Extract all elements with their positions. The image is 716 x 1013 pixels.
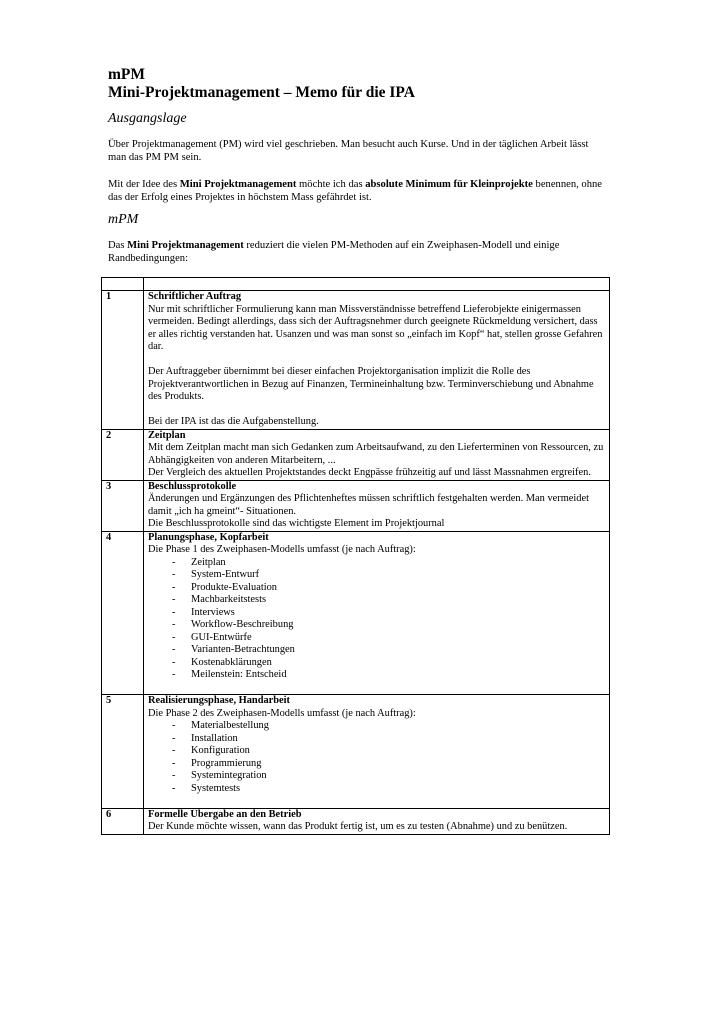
list-item-text: Produkte-Evaluation — [191, 581, 277, 593]
list-item — [172, 644, 605, 657]
list-item — [172, 657, 605, 670]
list-item — [172, 758, 605, 771]
list-item-text: Konfiguration — [191, 745, 250, 756]
dash-bullet: - — [172, 644, 176, 655]
list-item — [172, 632, 605, 645]
list-item-text: Meilenstein: Entscheid — [191, 669, 287, 680]
bold-term: absolute Minimum für Kleinprojekte — [365, 179, 533, 190]
dash-bullet: - — [172, 669, 176, 680]
text-fragment: möchte ich das — [296, 179, 366, 190]
row-number: 1 — [102, 291, 144, 430]
dash-bullet: - — [172, 594, 176, 605]
row-text: Nur mit schriftlicher Formulierung kann man Missverständnisse betreffend Lieferobjekte einigermassen vermeiden. Bedingt allerdings, dass sich der Auftragsnehmer durch geeignete Rückmeldung versichert, dass er alles richtig verstanden hat. Usanzen und was man sonst so „einfach im Kopf“ hat, stellen grosse Gefahren dar. — [148, 303, 603, 352]
row-content — [144, 429, 610, 480]
list-item — [172, 569, 605, 582]
paragraph-mpm-1 — [108, 240, 608, 265]
table-row — [102, 531, 610, 695]
list-item — [172, 733, 605, 746]
spacer — [148, 682, 605, 695]
list-item-text: Installation — [191, 732, 238, 744]
list-item — [172, 582, 605, 595]
dash-bullet: - — [172, 619, 176, 630]
list-item-text: GUI-Entwürfe — [191, 631, 252, 643]
spacer — [148, 404, 605, 417]
row-content — [144, 808, 610, 834]
bold-term: Mini Projektmanagement — [179, 179, 297, 190]
list-item-text: Systemtests — [191, 782, 241, 794]
row-text: Bei der IPA ist das die Aufgabenstellung. — [148, 416, 319, 427]
list-item-text: Kostenabklärungen — [191, 656, 272, 668]
table-row — [102, 695, 610, 809]
row-number: 2 — [102, 429, 144, 480]
phase-1-list — [148, 557, 605, 682]
page-title — [108, 66, 415, 102]
title-line-2: Mini-Projektmanagement – Memo für die IPA — [108, 84, 415, 101]
list-item-text: Varianten-Betrachtungen — [191, 644, 295, 655]
title-line-1: mPM — [108, 66, 146, 83]
heading-ausgangslage: Ausgangslage — [108, 111, 187, 126]
row-text: Der Auftraggeber übernimmt bei dieser einfachen Projektorganisation implizit die Rolle des Projektverantwortlichen in Bezug auf Finanzen, Termineinhaltung bzw. Terminverschiebung und Abnahme des Produkts. — [148, 366, 594, 402]
text-fragment: Das — [108, 240, 128, 251]
table-row — [102, 429, 610, 480]
list-item-text: Machbarkeitstests — [191, 594, 267, 605]
row-title: Realisierungsphase, Handarbeit — [148, 695, 291, 706]
list-item — [172, 669, 605, 682]
dash-bullet: - — [172, 606, 176, 618]
dash-bullet: - — [172, 770, 176, 781]
text-fragment: reduziert die vielen PM-Methoden auf ein Zweiphasen-Modell und einige Randbedingungen: — [108, 240, 560, 264]
spacer — [148, 795, 605, 808]
dash-bullet: - — [172, 569, 176, 580]
dash-bullet: - — [172, 581, 176, 593]
table-row — [102, 808, 610, 834]
dash-bullet: - — [172, 556, 176, 568]
row-text: Der Vergleich des aktuellen Projektstandes deckt Engpässe frühzeitig auf und lässt Massnahmen ergreifen. — [148, 467, 591, 478]
list-item-text: Interviews — [191, 606, 235, 618]
row-title: Planungsphase, Kopfarbeit — [148, 531, 269, 543]
row-title: Formelle Übergabe an den Betrieb — [148, 808, 302, 820]
list-item-text: Workflow-Beschreibung — [191, 619, 294, 630]
list-item — [172, 557, 605, 570]
paragraph-ausgangslage-1: Über Projektmanagement (PM) wird viel geschrieben. Man besucht auch Kurse. Und in der täglichen Arbeit lässt man das PM PM sein. — [108, 139, 589, 163]
dash-bullet: - — [172, 631, 176, 643]
table-row — [102, 480, 610, 531]
table-cell — [102, 278, 144, 291]
requirements-table — [101, 277, 610, 835]
row-text: Änderungen und Ergänzungen des Pflichtenheftes müssen schriftlich festgehalten werden. Man vermeidet damit „ich ha gmeint“- Situationen. — [148, 493, 589, 517]
list-item — [172, 770, 605, 783]
row-content — [144, 480, 610, 531]
table-header-row — [102, 278, 610, 291]
row-content — [144, 291, 610, 430]
dash-bullet: - — [172, 656, 176, 668]
list-item — [172, 607, 605, 620]
row-number: 3 — [102, 480, 144, 531]
dash-bullet: - — [172, 745, 176, 756]
list-item-text: Zeitplan — [191, 556, 226, 568]
list-item-text: System-Entwurf — [191, 569, 260, 580]
list-item-text: Systemintegration — [191, 770, 267, 781]
text-fragment: benennen, ohne das der Erfolg eines Projektes in höchstem Mass gefährdet ist. — [108, 179, 603, 203]
row-number: 5 — [102, 695, 144, 809]
heading-mpm: mPM — [108, 212, 139, 227]
spacer — [148, 354, 605, 367]
row-content — [144, 695, 610, 809]
paragraph-ausgangslage-2 — [108, 179, 608, 204]
row-text: Die Phase 2 des Zweiphasen-Modells umfasst (je nach Auftrag): — [148, 707, 416, 719]
table-cell — [144, 278, 610, 291]
list-item — [172, 745, 605, 758]
list-item — [172, 594, 605, 607]
dash-bullet: - — [172, 757, 176, 769]
row-number: 4 — [102, 531, 144, 695]
row-text: Die Beschlussprotokolle sind das wichtigste Element im Projektjournal — [148, 518, 445, 529]
list-item-text: Materialbestellung — [191, 720, 269, 731]
list-item — [172, 783, 605, 796]
list-item — [172, 619, 605, 632]
bold-term: Mini Projektmanagement — [127, 240, 244, 251]
phase-2-list — [148, 720, 605, 795]
row-title: Zeitplan — [148, 429, 186, 441]
row-number: 6 — [102, 808, 144, 834]
dash-bullet: - — [172, 732, 176, 744]
list-item-text: Programmierung — [191, 757, 262, 769]
text-fragment: Mit der Idee des — [108, 179, 180, 190]
list-item — [172, 720, 605, 733]
row-title: Schriftlicher Auftrag — [148, 291, 242, 302]
row-content — [144, 531, 610, 695]
row-text: Mit dem Zeitplan macht man sich Gedanken zum Arbeitsaufwand, zu den Lieferterminen von Ressourcen, zu Abhängigkeiten von anderen Mitarbeitern, ... — [148, 442, 604, 466]
table-row — [102, 291, 610, 430]
row-title: Beschlussprotokolle — [148, 480, 237, 492]
dash-bullet: - — [172, 720, 176, 731]
row-text: Der Kunde möchte wissen, wann das Produkt fertig ist, um es zu testen (Abnahme) und zu benützen. — [148, 821, 568, 832]
dash-bullet: - — [172, 782, 176, 794]
row-text: Die Phase 1 des Zweiphasen-Modells umfasst (je nach Auftrag): — [148, 544, 416, 555]
